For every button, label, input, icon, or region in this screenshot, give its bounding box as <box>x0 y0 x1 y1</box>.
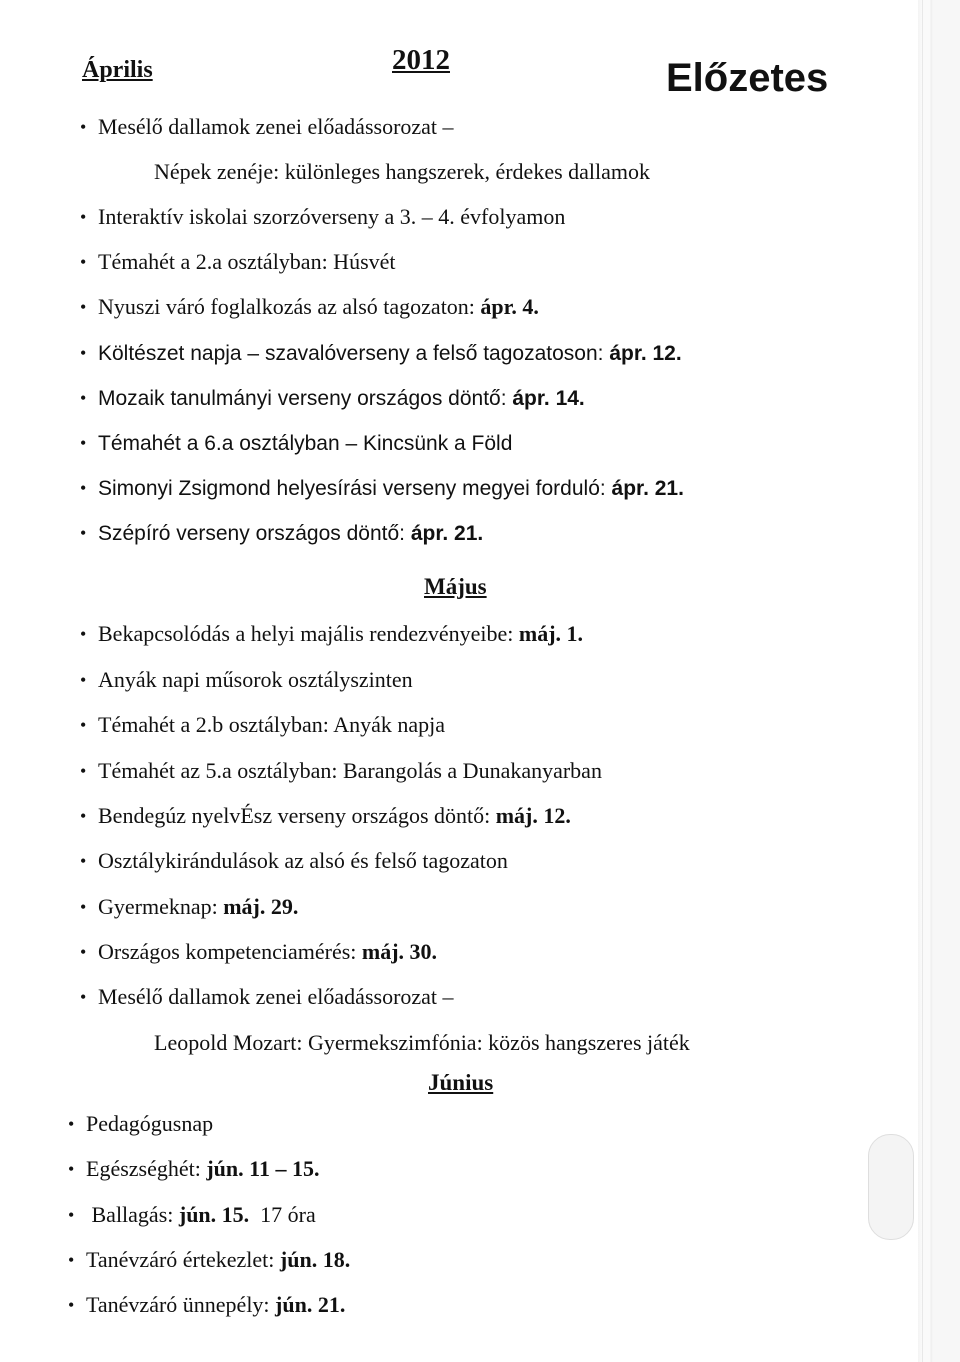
heading-june: Június <box>428 1070 494 1095</box>
bullet-icon: • <box>68 1295 75 1315</box>
list-item: • Ballagás: jún. 15. 17 óra <box>68 1202 316 1227</box>
bullet-icon: • <box>80 715 87 735</box>
heading-may: Május <box>424 574 487 599</box>
list-item: • Interaktív iskolai szorzóverseny a 3. – 4. évfolyamon <box>80 204 566 229</box>
bullet-icon: • <box>68 1250 75 1270</box>
list-item: • Tanévzáró ünnepély: jún. 21. <box>68 1292 346 1317</box>
bullet-icon: • <box>80 897 87 917</box>
bullet-icon: • <box>80 388 87 408</box>
bullet-icon: • <box>80 624 87 644</box>
list-item: • Témahét a 2.a osztályban: Húsvét <box>80 249 396 274</box>
bullet-icon: • <box>80 987 87 1007</box>
list-item: • Témahét a 2.b osztályban: Anyák napja <box>80 712 445 737</box>
bullet-icon: • <box>80 761 87 781</box>
bullet-icon: • <box>80 433 87 453</box>
bullet-icon: • <box>80 806 87 826</box>
list-item: • Mesélő dallamok zenei előadássorozat – <box>80 114 454 139</box>
list-item: • Simonyi Zsigmond helyesírási verseny megyei forduló: ápr. 21. <box>80 477 684 500</box>
bullet-icon: • <box>80 343 87 363</box>
list-item: • Bekapcsolódás a helyi majális rendezvényeibe: máj. 1. <box>80 621 584 646</box>
heading-year: 2012 <box>392 44 450 76</box>
bullet-icon: • <box>80 252 87 272</box>
list-item: • Tanévzáró értekezlet: jún. 18. <box>68 1247 351 1272</box>
list-item: • Témahét az 5.a osztályban: Barangolás a Dunakanyarban <box>80 758 602 783</box>
bullet-icon: • <box>68 1159 75 1179</box>
bullet-icon: • <box>80 478 87 498</box>
list-item: • Mesélő dallamok zenei előadássorozat – <box>80 984 454 1009</box>
bullet-icon: • <box>80 523 87 543</box>
list-item: • Pedagógusnap <box>68 1111 214 1136</box>
page-side-strip <box>918 0 960 1362</box>
list-item: • Osztálykirándulások az alsó és felső tagozaton <box>80 848 508 873</box>
list-item: • Országos kompetenciamérés: máj. 30. <box>80 939 438 964</box>
bullet-icon: • <box>80 942 87 962</box>
list-item: • Költészet napja – szavalóverseny a felső tagozatoson: ápr. 12. <box>80 342 682 365</box>
bullet-icon: • <box>80 207 87 227</box>
bullet-icon: • <box>68 1205 75 1225</box>
bullet-icon: • <box>80 297 87 317</box>
list-item-continuation: Népek zenéje: különleges hangszerek, érdekes dallamok <box>154 159 651 184</box>
list-item: • Bendegúz nyelvÉsz verseny országos döntő: máj. 12. <box>80 803 571 828</box>
list-item-continuation: Leopold Mozart: Gyermekszimfónia: közös hangszeres játék <box>154 1030 690 1055</box>
list-item: • Szépíró verseny országos döntő: ápr. 21. <box>80 522 484 545</box>
list-item: • Anyák napi műsorok osztályszinten <box>80 667 413 692</box>
bullet-icon: • <box>80 670 87 690</box>
bullet-icon: • <box>80 851 87 871</box>
list-item: • Mozaik tanulmányi verseny országos döntő: ápr. 14. <box>80 387 585 410</box>
page-side-circle <box>868 1134 914 1240</box>
heading-april: Április <box>82 57 153 83</box>
list-item: • Témahét a 6.a osztályban – Kincsünk a Föld <box>80 432 513 455</box>
bullet-icon: • <box>80 117 87 137</box>
heading-preview: Előzetes <box>666 56 829 100</box>
list-item: • Nyuszi váró foglalkozás az alsó tagozaton: ápr. 4. <box>80 294 539 319</box>
bullet-icon: • <box>68 1114 75 1134</box>
list-item: • Gyermeknap: máj. 29. <box>80 894 299 919</box>
list-item: • Egészséghét: jún. 11 – 15. <box>68 1156 320 1181</box>
